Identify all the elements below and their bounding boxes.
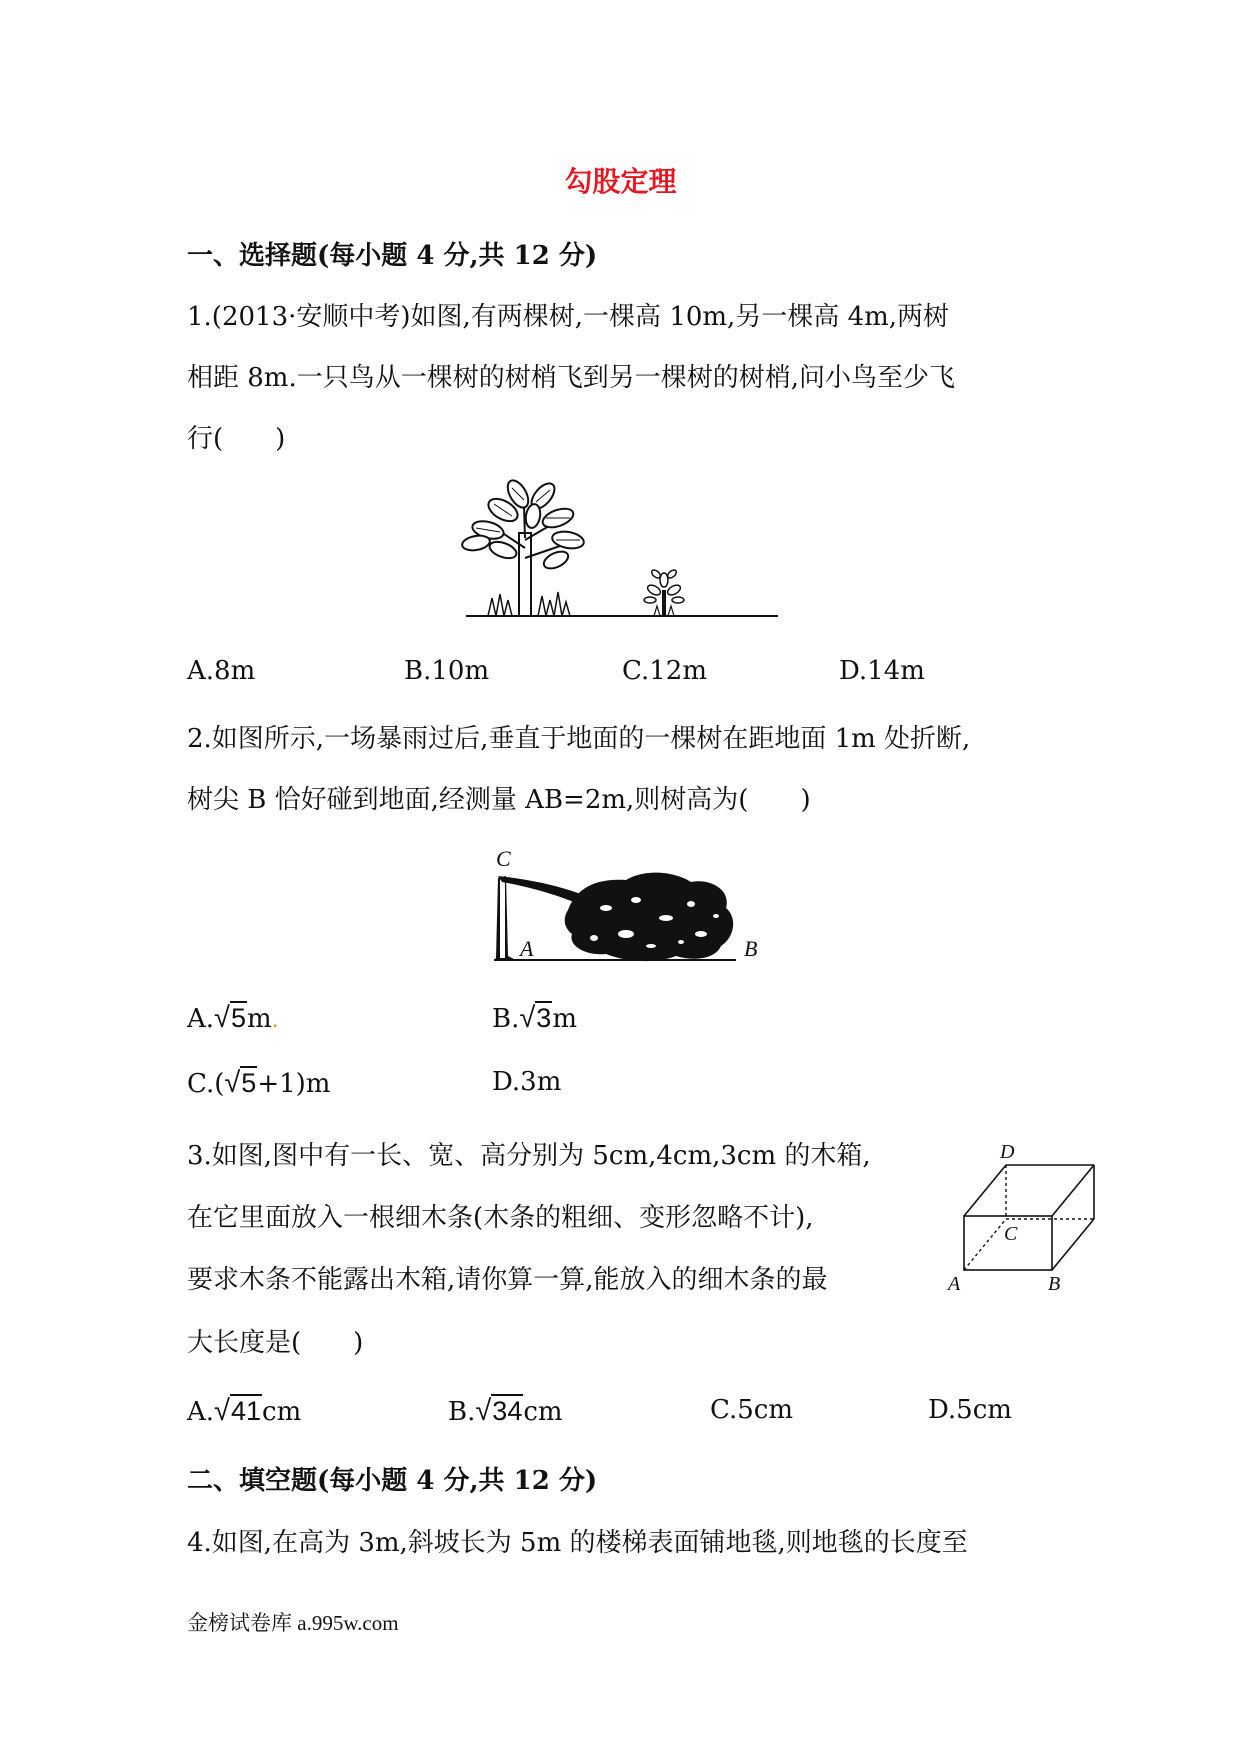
radicand: 41 bbox=[230, 1396, 262, 1426]
broken-tree-figure bbox=[476, 838, 771, 968]
sqrt-expression: √34 bbox=[475, 1395, 523, 1427]
q2-option-b bbox=[492, 1002, 577, 1035]
page-title: 勾股定理 bbox=[564, 165, 677, 198]
footer-source: 金榜试卷库 a.995w.com bbox=[187, 1611, 399, 1635]
q2-line-1: 2.如图所示,一场暴雨过后,垂直于地面的一棵树在距地面 1m 处折断, bbox=[187, 724, 971, 754]
q1-line-3: 行( ) bbox=[187, 424, 286, 454]
q2-option-b-suffix: m bbox=[552, 1004, 577, 1034]
label-c: C bbox=[1004, 1223, 1018, 1245]
radicand: 5 bbox=[230, 1003, 246, 1033]
label-d: D bbox=[1000, 1141, 1015, 1163]
q4-line-1: 4.如图,在高为 3m,斜坡长为 5m 的楼梯表面铺地毯,则地毯的长度至 bbox=[187, 1528, 968, 1558]
radicand: 34 bbox=[492, 1396, 523, 1426]
label-a: A bbox=[948, 1273, 961, 1295]
q3-line-4: 大长度是( ) bbox=[187, 1328, 364, 1358]
q1-option-a: A.8m bbox=[187, 656, 256, 686]
section-heading-choice: 一、选择题(每小题 4 分,共 12 分) bbox=[187, 241, 598, 271]
q3-line-2: 在它里面放入一根细木条(木条的粗细、变形忽略不计), bbox=[187, 1203, 814, 1233]
q3-option-c: C.5cm bbox=[710, 1395, 793, 1425]
radicand: 3 bbox=[536, 1003, 552, 1033]
sqrt-expression: √5 bbox=[224, 1067, 257, 1099]
q3-option-a-suffix: cm bbox=[262, 1397, 302, 1427]
two-trees-figure bbox=[458, 478, 783, 623]
q2-option-b-prefix: B. bbox=[492, 1004, 520, 1034]
q3-option-a bbox=[187, 1395, 301, 1428]
label-c: C bbox=[496, 846, 511, 871]
wooden-box-figure bbox=[944, 1140, 1104, 1295]
sqrt-expression: √5 bbox=[214, 1002, 246, 1034]
q2-option-a-suffix: m bbox=[247, 1004, 272, 1034]
q3-option-d: D.5cm bbox=[928, 1395, 1012, 1425]
section-heading-fill-blank: 二、填空题(每小题 4 分,共 12 分) bbox=[187, 1466, 598, 1496]
q1-option-d: D.14m bbox=[839, 656, 925, 686]
q1-line-2: 相距 8m.一只鸟从一棵树的树梢飞到另一棵树的树梢,问小鸟至少飞 bbox=[187, 363, 955, 393]
q1-option-c: C.12m bbox=[622, 656, 707, 686]
q2-option-a: A.√5m. bbox=[187, 1002, 279, 1034]
q2-option-d: D.3m bbox=[492, 1067, 562, 1097]
q2-option-a-prefix: A. bbox=[187, 1004, 215, 1034]
label-b: B bbox=[744, 936, 758, 961]
radicand: 5 bbox=[241, 1068, 257, 1098]
label-a: A bbox=[520, 936, 534, 961]
q3-line-3: 要求木条不能露出木箱,请你算一算,能放入的细木条的最 bbox=[187, 1265, 828, 1295]
q3-option-a-prefix: A. bbox=[187, 1397, 215, 1427]
sqrt-expression: √3 bbox=[519, 1002, 552, 1034]
q2-option-c-prefix: C.( bbox=[187, 1069, 225, 1099]
q1-line-1: 1.(2013·安顺中考)如图,有两棵树,一棵高 10m,另一棵高 4m,两树 bbox=[187, 302, 950, 332]
q2-option-c-suffix: +1)m bbox=[257, 1069, 331, 1099]
sqrt-expression: √41 bbox=[214, 1395, 262, 1427]
q2-option-c bbox=[187, 1067, 330, 1100]
q2-line-2: 树尖 B 恰好碰到地面,经测量 AB=2m,则树高为( ) bbox=[187, 785, 811, 815]
q3-option-b-prefix: B. bbox=[448, 1397, 476, 1427]
q3-line-1: 3.如图,图中有一长、宽、高分别为 5cm,4cm,3cm 的木箱, bbox=[187, 1141, 871, 1171]
label-b: B bbox=[1048, 1273, 1061, 1295]
q3-option-b bbox=[448, 1395, 563, 1428]
q1-option-b: B.10m bbox=[404, 656, 490, 686]
q3-option-b-suffix: cm bbox=[523, 1397, 563, 1427]
